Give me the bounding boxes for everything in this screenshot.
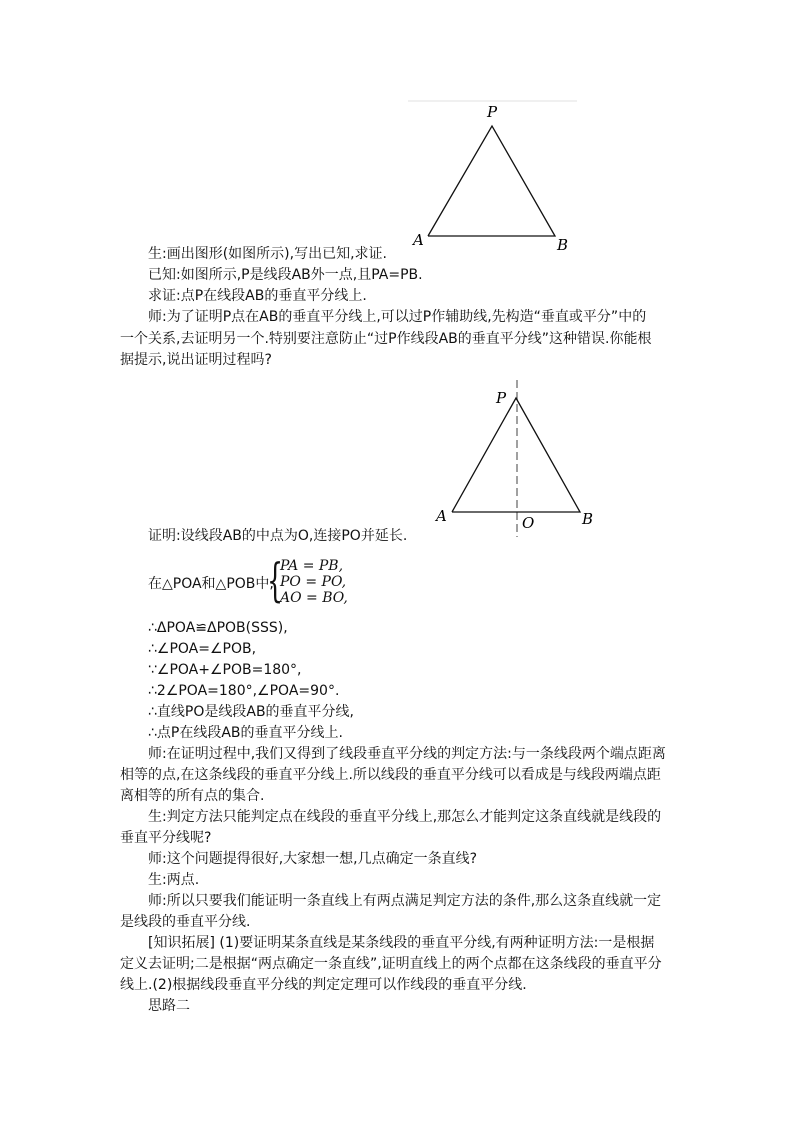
text-line: ∴2∠POA=180°,∠POA=90°.: [148, 683, 340, 699]
text-line: 师:为了证明P点在AB的垂直平分线上,可以过P作辅助线,先构造“垂直或平分”中的: [148, 309, 647, 325]
label-p: P: [496, 389, 507, 407]
text-line: ∴ΔPOA≌ΔPOB(SSS),: [148, 620, 288, 636]
triangle-pab-2: [452, 398, 580, 512]
triangle-pab: [428, 126, 555, 236]
text-line: 师:在证明过程中,我们又得到了线段垂直平分线的判定方法:与一条线段两个端点距离: [148, 746, 666, 762]
label-o: O: [522, 514, 535, 532]
equation-2: PO = PO,: [280, 574, 347, 590]
equation-3: AO = BO,: [280, 590, 348, 606]
text-line: ∴直线PO是线段AB的垂直平分线,: [148, 704, 355, 720]
text-line: 师:这个问题提得很好,大家想一想,几点确定一条直线?: [148, 851, 478, 867]
text-line: 生:画出图形(如图所示),写出已知,求证.: [148, 246, 387, 262]
text-line: 一个关系,去证明另一个.特别要注意防止“过P作线段AB的垂直平分线”这种错误.你能根: [120, 331, 652, 347]
text-line: 生:两点.: [148, 872, 200, 888]
text-line: 是线段的垂直平分线.: [120, 914, 251, 930]
text-line: ∴∠POA=∠POB,: [148, 641, 257, 657]
text-line: ∴点P在线段AB的垂直平分线上.: [148, 725, 343, 741]
text-line: 垂直平分线呢?: [120, 830, 212, 846]
text-line: ∵∠POA+∠POB=180°,: [148, 662, 302, 678]
text-line: 师:所以只要我们能证明一条直线上有两点满足判定方法的条件,那么这条直线就一定: [148, 893, 662, 909]
label-a: A: [413, 231, 424, 249]
text-line: 线上.(2)根据线段垂直平分线的判定定理可以作线段的垂直平分线.: [120, 977, 527, 993]
text-line: 已知:如图所示,P是线段AB外一点,且PA=PB.: [148, 267, 423, 283]
system-lead: 在△POA和△POB中,: [148, 576, 274, 592]
triangle-figure-2: [430, 375, 610, 540]
text-line: 证明:设线段AB的中点为O,连接PO并延长.: [148, 528, 408, 544]
text-line: 求证:点P在线段AB的垂直平分线上.: [148, 288, 367, 304]
label-b: B: [582, 510, 594, 528]
label-p: P: [487, 103, 498, 121]
text-line: [知识拓展] (1)要证明某条直线是某条线段的垂直平分线,有两种证明方法:一是根据: [148, 935, 655, 951]
left-brace: {: [267, 553, 284, 607]
text-line: 离相等的所有点的集合.: [120, 788, 265, 804]
triangle-figure-1: [405, 95, 585, 255]
text-line: 定义去证明;二是根据“两点确定一条直线”,证明直线上的两个点都在这条线段的垂直平分: [120, 956, 662, 972]
text-line: 相等的点,在这条线段的垂直平分线上.所以线段的垂直平分线可以看成是与线段两端点距: [120, 767, 661, 783]
text-line: 思路二: [148, 998, 190, 1014]
label-b: B: [557, 236, 569, 254]
label-a: A: [436, 507, 447, 525]
text-line: 据提示,说出证明过程吗?: [120, 352, 272, 368]
text-line: 生:判定方法只能判定点在线段的垂直平分线上,那怎么才能判定这条直线就是线段的: [148, 809, 662, 825]
equation-1: PA = PB,: [280, 558, 344, 574]
